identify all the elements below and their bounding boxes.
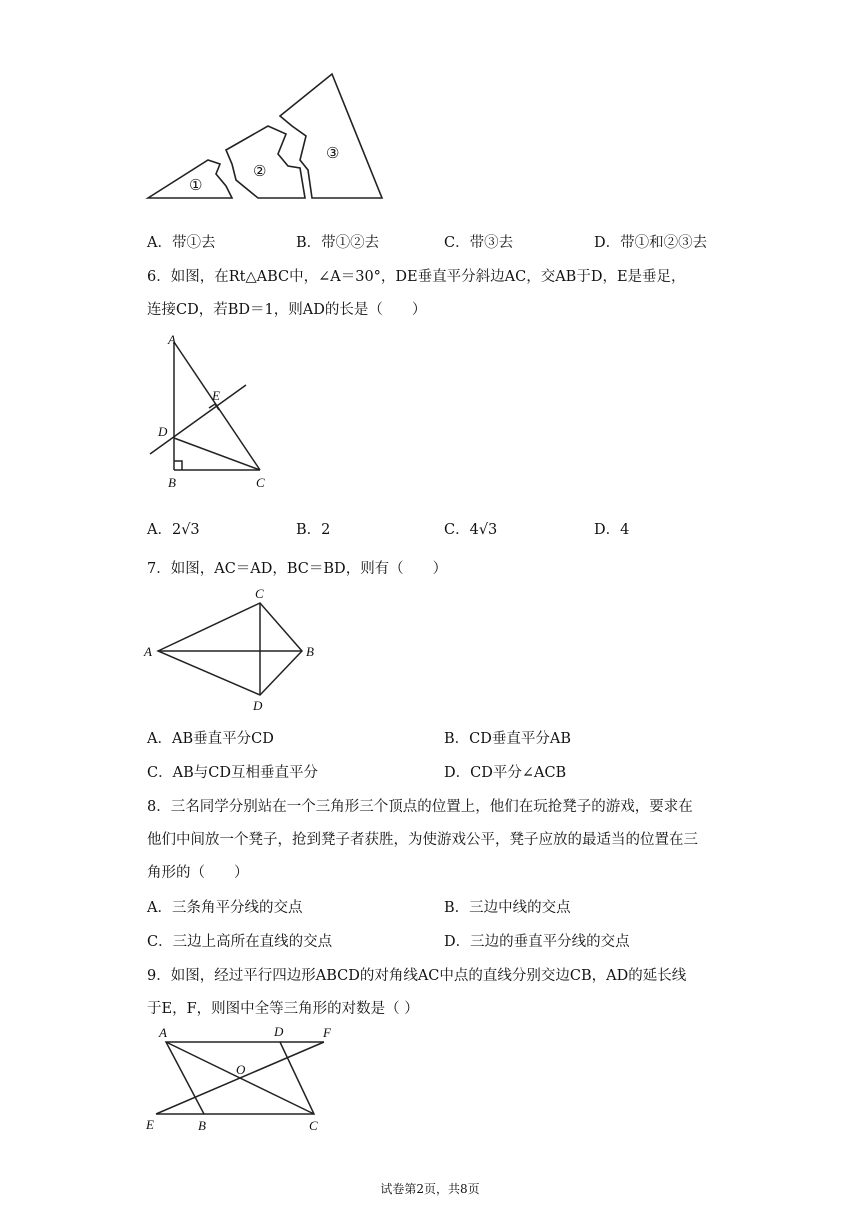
q7-figure xyxy=(140,583,330,718)
point-a-label: A xyxy=(144,644,152,659)
q8-option-a: A．三条角平分线的交点 xyxy=(147,900,303,916)
point-d-label: D xyxy=(274,1024,284,1039)
label-2: ② xyxy=(253,164,267,180)
q5-option-a: A．带①去 xyxy=(147,235,216,251)
q6-option-a: A．2√3 xyxy=(147,522,200,538)
point-b-label: B xyxy=(198,1118,206,1133)
fragment-3 xyxy=(280,74,382,198)
q5-option-d: D．带①和②③去 xyxy=(594,235,708,251)
q6-option-c: C．4√3 xyxy=(444,522,498,538)
q8-stem-line1: 8．三名同学分别站在一个三角形三个顶点的位置上，他们在玩抢凳子的游戏，要求在 xyxy=(147,799,693,815)
point-o-label: O xyxy=(236,1062,246,1077)
q7-option-a: A．AB垂直平分CD xyxy=(147,731,274,747)
point-a-label: A xyxy=(159,1025,167,1040)
point-e-label: E xyxy=(146,1117,154,1132)
point-f-label: F xyxy=(323,1025,331,1040)
q6-stem-line2: 连接CD，若BD＝1，则AD的长是（ ） xyxy=(147,302,427,318)
q7-option-d: D．CD平分∠ACB xyxy=(444,765,567,781)
q6-option-b: B．2 xyxy=(296,522,331,538)
q7-option-c: C．AB与CD互相垂直平分 xyxy=(147,765,318,781)
point-d-label: D xyxy=(158,424,168,439)
q9-stem-line2: 于E，F，则图中全等三角形的对数是（ ） xyxy=(147,1001,419,1017)
fragment-2 xyxy=(226,126,305,198)
point-a-label: A xyxy=(168,332,176,347)
point-e-label: E xyxy=(212,388,220,403)
q8-stem-line3: 角形的（ ） xyxy=(147,865,249,881)
q8-option-c: C．三边上高所在直线的交点 xyxy=(147,934,333,950)
q6-stem-line1: 6．如图，在Rt△ABC中，∠A＝30°，DE垂直平分斜边AC，交AB于D，E是垂足， xyxy=(147,269,686,285)
point-b-label: B xyxy=(306,644,314,659)
q7-stem: 7．如图，AC＝AD，BC＝BD，则有（ ） xyxy=(147,561,448,577)
point-c-label: C xyxy=(256,475,265,490)
q6-figure xyxy=(140,330,290,495)
q7-option-b: B．CD垂直平分AB xyxy=(444,731,572,747)
q9-stem-line1: 9．如图，经过平行四边形ABCD的对角线AC中点的直线分别交边CB，AD的延长线 xyxy=(147,968,687,984)
label-3: ③ xyxy=(326,146,340,162)
q8-stem-line2: 他们中间放一个凳子，抢到凳子者获胜，为使游戏公平，凳子应放的最适当的位置在三 xyxy=(147,832,698,848)
q8-option-b: B．三边中线的交点 xyxy=(444,900,571,916)
page-footer: 试卷第2页，共8页 xyxy=(380,1182,480,1196)
q9-figure xyxy=(140,1020,340,1140)
point-b-label: B xyxy=(168,475,176,490)
point-c-label: C xyxy=(255,586,264,601)
point-d-label: D xyxy=(253,698,263,713)
label-1: ① xyxy=(189,178,203,194)
point-c-label: C xyxy=(309,1118,318,1133)
q5-option-b: B．带①②去 xyxy=(296,235,380,251)
q5-figure xyxy=(140,70,390,205)
q8-option-d: D．三边的垂直平分线的交点 xyxy=(444,934,630,950)
q6-option-d: D．4 xyxy=(594,522,630,538)
q5-option-c: C．带③去 xyxy=(444,235,514,251)
